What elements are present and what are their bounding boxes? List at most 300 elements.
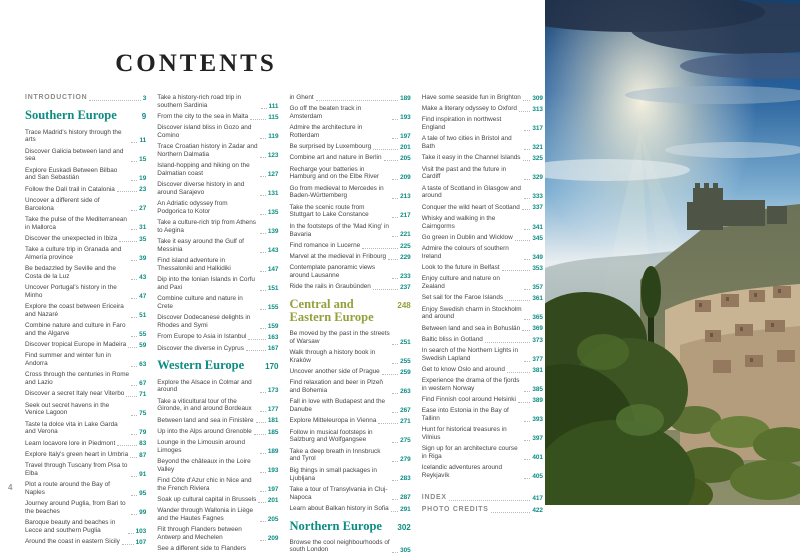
leader-dots	[131, 210, 137, 211]
toc-entry	[290, 539, 411, 555]
toc-entry	[157, 113, 278, 121]
entry-text: From the city to the sea in Malta	[157, 113, 249, 121]
leader-dots	[524, 289, 530, 290]
entry-text: Take it easy in the Channel Islands	[421, 154, 521, 162]
page-number: 397	[532, 435, 543, 443]
entry-text: Sign up for an architecture course in Riga	[421, 445, 518, 461]
leader-dots	[260, 309, 266, 310]
leader-dots	[524, 391, 530, 392]
leader-dots	[128, 347, 137, 348]
entry-text: Discover Dodecanese delights in Rhodes and Symi	[157, 314, 251, 330]
entry-text: Take a tour of Transylvania in Cluj-Napoca	[289, 485, 388, 501]
leader-dots	[388, 259, 398, 260]
entry-text: Dip into the Ionian Islands in Corfu and Paxi	[157, 276, 255, 292]
toc-entry	[422, 116, 543, 132]
page-number: 201	[400, 144, 411, 152]
entry-text: Big things in small packages in Ljubljana	[289, 466, 377, 482]
toc-entry	[422, 306, 543, 322]
page-number: 229	[400, 253, 411, 261]
page-number: 99	[139, 508, 147, 516]
page-number: 317	[532, 125, 543, 133]
leader-dots	[524, 149, 530, 150]
entry-text: Contemplate panoramic views around Lausanne	[289, 264, 376, 279]
leader-dots	[524, 130, 530, 131]
page-number: 349	[532, 253, 543, 261]
leader-dots	[89, 100, 140, 101]
toc-entry	[157, 526, 278, 542]
toc-entry	[157, 428, 278, 436]
toc-entry	[422, 445, 543, 461]
page-number: 329	[532, 174, 543, 182]
entry-text: Go from medieval to Mercedes in Baden-Württemberg	[289, 184, 384, 200]
leader-dots	[258, 502, 265, 503]
entry-text: See a different side to Flanders	[157, 545, 246, 553]
toc-entry	[422, 94, 543, 102]
page-number: 259	[400, 369, 411, 377]
page-number: 67	[139, 379, 147, 387]
toc-entry	[422, 366, 543, 374]
leader-dots	[507, 372, 530, 373]
page-number: 325	[532, 155, 543, 163]
toc-entry	[25, 352, 146, 368]
entry-text: Admire the architecture in Rotterdam	[289, 124, 363, 140]
page-number: 111	[268, 102, 279, 110]
entry-text: Visit the past and the future in Cardiff	[421, 165, 507, 181]
entry-text: Discover tropical Europe in Madeira	[25, 341, 127, 349]
page-number: 341	[532, 223, 543, 231]
toc-entry	[157, 181, 278, 197]
page-number: 217	[400, 212, 411, 220]
page-number: 321	[532, 144, 543, 152]
page-number: 313	[532, 106, 543, 114]
entry-text: In the footsteps of the 'Mad King' in Bavaria	[289, 222, 389, 238]
entry-text: Take the pulse of the Mediterranean in Mallorca	[25, 215, 127, 231]
toc-entry	[422, 264, 543, 272]
page-number: 27	[139, 205, 147, 213]
page-number: 131	[267, 189, 279, 197]
entry-text: Find summer and winter fun in Andorra	[25, 352, 111, 368]
entry-text: Between land and sea in Finistère	[157, 416, 254, 424]
page-number: 381	[532, 366, 543, 374]
entry-text: Plot a route around the Bay of Naples	[25, 481, 110, 496]
leader-dots	[122, 544, 134, 545]
toc-entry	[422, 325, 543, 333]
entry-text: Go green in Dublin and Wicklow	[421, 233, 513, 241]
entry-text: From Europe to Asia in Istanbul	[157, 333, 247, 341]
toc-entry	[25, 197, 146, 213]
toc-entry	[25, 341, 146, 349]
entry-text: Make a literary odyssey to Oxford	[421, 105, 517, 113]
page-number: 373	[532, 336, 543, 344]
toc-entry	[290, 467, 411, 483]
toc-entry	[290, 223, 411, 239]
entry-text: Find inspiration in northwest England	[421, 116, 502, 132]
toc-entry	[25, 451, 146, 459]
toc-entry	[290, 264, 411, 280]
page-number: 193	[267, 466, 279, 474]
entry-text: A tale of two cities in Bristol and Bath	[421, 135, 512, 151]
toc-entry	[422, 426, 543, 442]
leader-dots	[131, 336, 137, 337]
toc-entry	[290, 105, 411, 121]
page-number: 143	[267, 246, 279, 254]
page-number: 51	[139, 311, 147, 319]
entry-text: Marvel at the medieval in Fribourg	[289, 252, 387, 260]
toc-entry	[25, 481, 146, 497]
toc-entry	[157, 219, 278, 235]
page-number: 361	[532, 295, 543, 303]
toc-entry	[290, 143, 411, 151]
leader-dots	[260, 157, 266, 158]
page-number: 75	[139, 410, 147, 418]
toc-entry	[290, 417, 411, 425]
toc-entry	[422, 166, 543, 182]
leader-dots	[392, 499, 398, 500]
leader-dots	[254, 434, 266, 435]
entry-text: Find Finnish cool around Helsinki	[421, 396, 516, 404]
leader-dots	[131, 180, 137, 181]
page-number: 189	[400, 94, 411, 102]
page-number: 163	[267, 334, 279, 342]
page-number: 43	[139, 273, 147, 281]
section-page-number: 248	[397, 300, 411, 310]
leader-dots	[260, 328, 266, 329]
leader-dots	[131, 514, 137, 515]
leader-dots	[391, 511, 398, 512]
entry-text: Find relaxation and beer in Plzeň and Bohemia	[289, 379, 383, 395]
toc-column-2	[157, 94, 278, 558]
entry-text: Taste la dolce vita in Lake Garda and Verona	[25, 420, 118, 436]
page-number: 213	[400, 193, 411, 201]
toc-entry	[157, 295, 278, 311]
page-number: 115	[268, 113, 279, 121]
entry-text: Take a viticultural tour of the Gironde, in and around Bordeaux	[157, 397, 252, 413]
toc-entry	[422, 377, 543, 393]
leader-dots	[384, 160, 399, 161]
leader-dots	[449, 500, 531, 501]
page-number: 201	[267, 496, 279, 504]
leader-dots	[130, 457, 137, 458]
entry-text: Walk through a history book in Kraków	[289, 349, 376, 365]
page-number: 365	[532, 314, 543, 322]
leader-dots	[392, 119, 398, 120]
entry-text: Icelandic adventures around Reykjavík	[421, 464, 503, 480]
leader-dots	[119, 241, 137, 242]
leader-dots	[392, 442, 398, 443]
page-number: 91	[139, 470, 147, 478]
toc-entry	[25, 421, 146, 437]
toc-column-4	[422, 94, 543, 558]
leader-dots	[491, 512, 531, 513]
page-number: 271	[400, 418, 411, 426]
leader-dots	[519, 111, 530, 112]
page-title: CONTENTS	[115, 50, 277, 77]
entry-text: Have some seaside fun in Brighton	[421, 94, 521, 101]
entry-text: Hunt for historical treasures in Vilnius	[421, 426, 507, 442]
leader-dots	[131, 434, 137, 435]
toc-entry	[157, 333, 278, 341]
entry-text: Ease into Estonia in the Bay of Tallinn	[421, 407, 509, 423]
toc-entry	[290, 204, 411, 220]
page-number: 193	[400, 113, 411, 121]
leader-dots	[260, 521, 266, 522]
page-number: 251	[400, 338, 411, 346]
leader-dots	[524, 179, 530, 180]
entry-text: Flit through Flanders between Antwerp and Mechelen	[157, 526, 242, 542]
toc-entry	[25, 500, 146, 516]
leader-dots	[131, 279, 137, 280]
page-number: 71	[139, 391, 147, 399]
page-number: 173	[267, 387, 279, 395]
page-number: 139	[267, 227, 279, 235]
cover-photo	[545, 0, 800, 505]
page-number: 385	[532, 385, 543, 393]
entry-text: Admire the colours of southern Ireland	[421, 245, 509, 260]
leader-dots	[373, 149, 398, 150]
entry-text: Baroque beauty and beaches in Lecce and southern Puglia	[25, 519, 116, 534]
leader-dots	[316, 100, 398, 101]
toc-entry	[290, 448, 411, 464]
entry-text: Baltic bliss in Gotland	[421, 335, 483, 343]
leader-dots	[362, 248, 398, 249]
toc-entry	[422, 464, 543, 480]
page-number: 237	[400, 283, 411, 291]
leader-dots	[248, 339, 265, 340]
leader-dots	[392, 363, 398, 364]
page-number: 127	[267, 170, 279, 178]
toc-entry	[422, 154, 543, 162]
page-number: 189	[267, 447, 279, 455]
leader-dots	[260, 233, 266, 234]
entry-text: in Ghent	[289, 94, 314, 101]
page-number: 63	[139, 360, 147, 368]
toc-entry	[157, 477, 278, 493]
entry-text: Island-hopping and hiking on the Dalmatian coast	[157, 162, 250, 178]
entry-text: Take it easy around the Gulf of Messinia	[157, 238, 244, 254]
leader-dots	[131, 476, 137, 477]
leader-dots	[392, 461, 398, 462]
toc-entry	[290, 379, 411, 395]
toc-entry	[290, 368, 411, 376]
entry-text: Seek out secret havens in the Venice Lagoon	[25, 401, 110, 417]
toc-entry	[422, 234, 543, 242]
entry-text: Beyond the châteaux in the Loire Valley	[157, 457, 251, 473]
page-number: 275	[400, 437, 411, 445]
leader-dots	[260, 540, 266, 541]
page-number: 19	[139, 175, 147, 183]
entry-text: Explore Italy's green heart in Umbria	[25, 450, 129, 458]
leader-dots	[373, 289, 398, 290]
leader-dots	[131, 260, 137, 261]
page-number: 209	[267, 534, 279, 542]
leader-dots	[392, 412, 398, 413]
toc-columns	[25, 94, 543, 558]
page-number: 417	[532, 495, 543, 503]
page-number: 225	[400, 242, 411, 250]
entry-text: Be surprised by Luxembourg	[289, 143, 372, 151]
page-number: 95	[139, 489, 147, 497]
entry-text: Combine art and nature in Berlin	[289, 154, 382, 162]
entry-text: Enjoy Swedish charm in Stockholm and around	[421, 305, 522, 321]
entry-text: Combine culture and nature in Crete	[157, 295, 243, 311]
leader-dots	[502, 270, 531, 271]
page-number: 135	[267, 208, 279, 216]
entry-text: Discover the unexpected in Ibiza	[25, 234, 118, 242]
leader-dots	[392, 480, 398, 481]
toc-entry	[290, 154, 411, 162]
page-number: 3	[142, 95, 147, 103]
entry-text: Fall in love with Budapest and the Danube	[289, 398, 386, 414]
toc-entry	[157, 238, 278, 254]
toc-entry	[157, 417, 278, 425]
toc-entry	[290, 94, 411, 102]
entry-text: Experience the drama of the fjords in western Norway	[421, 377, 520, 392]
section-page-number: 9	[141, 112, 147, 122]
toc-entry	[25, 94, 146, 102]
page-number: 377	[532, 355, 543, 363]
toc-entry	[290, 242, 411, 250]
toc-entry	[290, 124, 411, 140]
page-number: 83	[139, 440, 147, 448]
toc-entry	[25, 284, 146, 300]
leader-dots	[515, 240, 531, 241]
toc-entry	[25, 371, 146, 387]
page-number: 181	[267, 417, 279, 425]
page-number: 287	[400, 494, 411, 502]
entry-text: Cross through the centuries in Rome and Lazio	[25, 371, 130, 387]
toc-entry	[157, 124, 278, 140]
leader-dots	[392, 198, 398, 199]
page-number: 209	[400, 174, 411, 182]
entry-text: Lounge in the Limousin around Limoges	[157, 438, 246, 454]
page-number: 353	[532, 264, 543, 272]
leader-dots	[524, 319, 530, 320]
toc-entry	[290, 166, 411, 182]
leader-dots	[524, 421, 530, 422]
leader-dots	[131, 495, 137, 496]
page-number: 255	[400, 357, 411, 365]
toc-entry	[290, 349, 411, 365]
toc-entry	[25, 303, 146, 319]
folio-page-number: 4	[8, 483, 13, 492]
page-number: 155	[267, 303, 279, 311]
leader-dots	[392, 236, 398, 237]
page-number: 389	[532, 397, 543, 404]
entry-text: A taste of Scotland in Glasgow and around	[421, 184, 521, 200]
toc-entry	[290, 505, 411, 513]
toc-entry	[290, 185, 411, 201]
leader-dots	[261, 108, 267, 109]
page-number: 283	[400, 475, 411, 483]
page-number: 107	[135, 538, 147, 546]
page-number: 279	[400, 456, 411, 464]
toc-entry	[422, 347, 543, 363]
leader-dots	[131, 366, 137, 367]
page-number: 393	[532, 416, 543, 424]
leader-dots	[522, 209, 531, 210]
toc-entry	[157, 379, 278, 395]
entry-text: Learn locavore lore in Piedmont	[25, 439, 116, 447]
page-number: 233	[400, 272, 411, 280]
entry-text: Conquer the wild heart of Scotland	[421, 203, 520, 211]
photo-illustration	[545, 0, 800, 505]
entry-text: Wander through Wallonia in Liège and the Hautes Fagnes	[157, 507, 254, 523]
section-title: Central and Eastern Europe	[289, 296, 374, 325]
page-number: 205	[267, 515, 279, 523]
leader-dots	[392, 344, 398, 345]
toc-entry	[25, 216, 146, 232]
page-number: 333	[532, 193, 543, 201]
page-number: 47	[139, 292, 147, 300]
entry-text: Discover island bliss in Gozo and Comino	[157, 124, 252, 140]
leader-dots	[260, 214, 266, 215]
section-title: Western Europe	[157, 358, 245, 373]
leader-dots	[392, 179, 398, 180]
entry-text: Between land and sea in Bohuslän	[421, 324, 521, 332]
leader-dots	[392, 138, 398, 139]
leader-dots	[260, 453, 266, 454]
toc-entry	[157, 276, 278, 292]
entry-text: Be moved by the past in the streets of Warsaw	[289, 330, 390, 345]
toc-entry	[25, 235, 146, 243]
page-number: 309	[532, 94, 543, 102]
page-number: 87	[139, 451, 147, 459]
page-number: 15	[139, 156, 147, 164]
leader-dots	[260, 271, 266, 272]
leader-dots	[485, 342, 530, 343]
toc-entry	[25, 129, 146, 145]
entry-text: Follow in musical footsteps in Salzburg and Wolfgangsee	[289, 428, 373, 444]
toc-entry	[422, 275, 543, 291]
leader-dots	[131, 229, 137, 230]
leader-dots	[378, 423, 398, 424]
page-number: 405	[532, 473, 543, 481]
page-number: 159	[267, 323, 279, 330]
toc-entry	[25, 538, 146, 546]
page-number: 39	[139, 254, 147, 262]
entry-text: Find island adventure in Thessaloniki and Halkidiki	[157, 257, 231, 273]
page-number: 197	[267, 485, 279, 493]
leader-dots	[131, 161, 137, 162]
entry-text: Learn about Balkan history in Sofia	[289, 504, 389, 512]
page-number: 357	[532, 283, 543, 291]
entry-text: Get to know Oslo and around	[421, 365, 505, 373]
page-number: 23	[139, 186, 147, 194]
section-header	[290, 298, 411, 324]
toc-entry	[422, 336, 543, 344]
leader-dots	[117, 445, 137, 446]
toc-entry	[422, 135, 543, 151]
page-number: 79	[139, 429, 147, 437]
toc-entry	[25, 246, 146, 262]
toc-entry	[422, 185, 543, 201]
toc-entry	[422, 396, 543, 404]
toc-entry	[157, 496, 278, 504]
toc-column-3	[290, 94, 411, 558]
toc-entry	[25, 519, 146, 535]
page-number: 177	[267, 406, 279, 414]
leader-dots	[260, 290, 266, 291]
toc-column-1	[25, 94, 146, 558]
leader-dots	[392, 552, 398, 553]
page-number: 185	[267, 428, 279, 436]
toc-entry	[290, 253, 411, 261]
entry-text: Enjoy culture and nature on Zealand	[421, 275, 500, 291]
page-number: 151	[267, 284, 279, 292]
toc-entry	[25, 186, 146, 194]
entry-text: Soak up cultural capital in Brussels	[157, 496, 257, 504]
page-number: 55	[139, 330, 147, 338]
